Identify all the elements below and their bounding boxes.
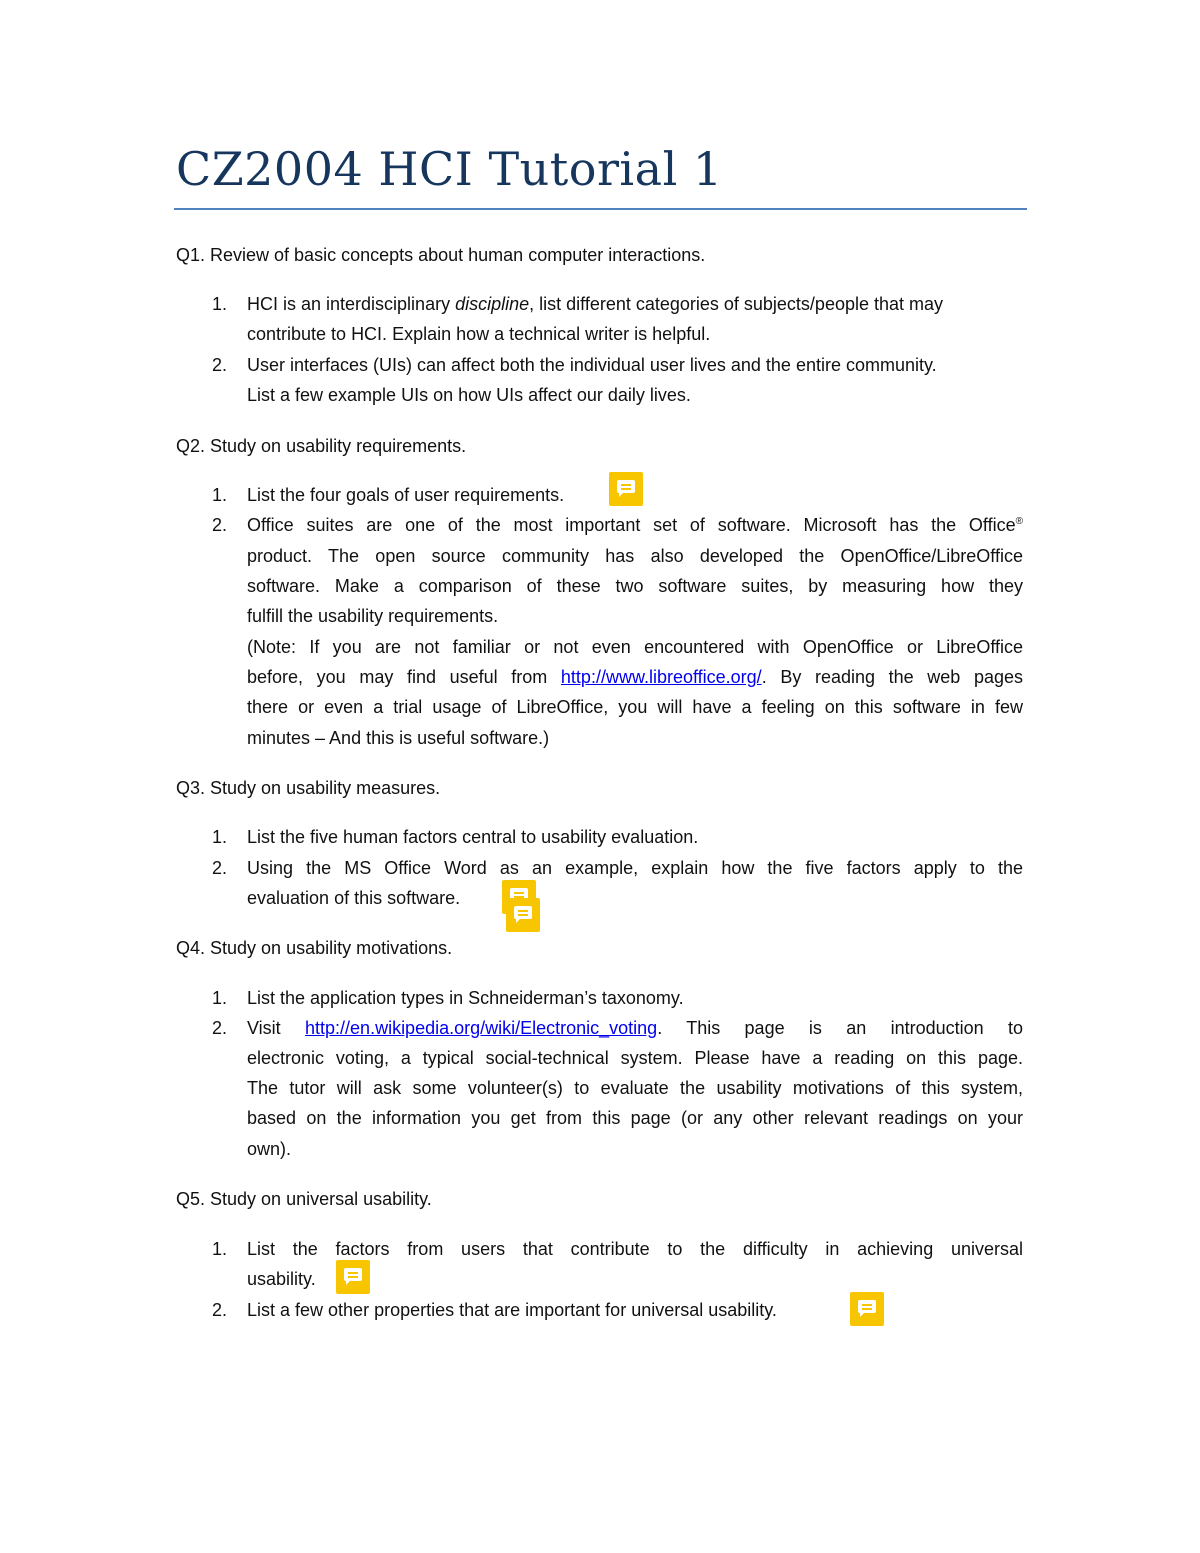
comment-icon[interactable]: [609, 472, 643, 506]
q4-item2-line4: based on the information you get from this page (or any other relevant readings on your: [247, 1108, 1023, 1128]
q4-item2-line2: electronic voting, a typical social-technical system. Please have a reading on this page.: [247, 1048, 1023, 1068]
comment-icon[interactable]: [850, 1292, 884, 1326]
q2-item2-line4: fulfill the usability requirements.: [247, 606, 499, 626]
q2-item2-line1: Office suites are one of the most important set of software. Microsoft has the Office®: [247, 515, 1023, 535]
comment-icon[interactable]: [336, 1260, 370, 1294]
q3-item1-number: 1.: [212, 827, 228, 847]
q3-heading: Q3. Study on usability measures.: [176, 778, 441, 798]
q1-item2-line1: User interfaces (UIs) can affect both the individual user lives and the entire community.: [247, 355, 937, 375]
q5-item2-line1: List a few other properties that are important for universal usability.: [247, 1300, 777, 1320]
q4-item2-line3: The tutor will ask some volunteer(s) to evaluate the usability motivations of this system,: [247, 1078, 1023, 1098]
q2-item2-line5: (Note: If you are not familiar or not even encountered with OpenOffice or LibreOffice: [247, 637, 1023, 657]
q3-item2-line2: evaluation of this software.: [247, 888, 461, 908]
q2-item2-line2: product. The open source community has also developed the OpenOffice/LibreOffice: [247, 546, 1023, 566]
q1-item1-number: 1.: [212, 294, 228, 314]
q5-item1-line1: List the factors from users that contribute to the difficulty in achieving universal: [247, 1239, 1023, 1259]
q3-item2-number: 2.: [212, 858, 228, 878]
q2-item2-line8: minutes – And this is useful software.): [247, 728, 550, 748]
q2-item1-line1: List the four goals of user requirements.: [247, 485, 565, 505]
q4-heading: Q4. Study on usability motivations.: [176, 938, 453, 958]
q5-heading: Q5. Study on universal usability.: [176, 1189, 432, 1209]
q4-item1-line1: List the application types in Schneiderman’s taxonomy.: [247, 988, 684, 1008]
comment-icon[interactable]: [506, 898, 540, 932]
q2-item2-line3: software. Make a comparison of these two software suites, by measuring how they: [247, 576, 1023, 596]
q2-item2-number: 2.: [212, 515, 228, 535]
q1-item1-line1: HCI is an interdisciplinary discipline, list different categories of subjects/people that may: [247, 294, 944, 314]
libreoffice-link[interactable]: http://www.libreoffice.org/: [560, 667, 762, 687]
title-rule: [174, 208, 1027, 210]
q3-item2-line1: Using the MS Office Word as an example, explain how the five factors apply to the: [247, 858, 1023, 878]
q5-item1-number: 1.: [212, 1239, 228, 1259]
q4-item1-number: 1.: [212, 988, 228, 1008]
q2-heading: Q2. Study on usability requirements.: [176, 436, 467, 456]
q2-item2-line6: before, you may find useful from http://www.libreoffice.org/. By reading the web pages: [247, 667, 1023, 687]
q4-item2-line1: Visit http://en.wikipedia.org/wiki/Electronic_voting. This page is an introduction to: [247, 1018, 1023, 1038]
q1-item2-number: 2.: [212, 355, 228, 375]
wikipedia-electronic-voting-link[interactable]: http://en.wikipedia.org/wiki/Electronic_voting: [305, 1018, 658, 1038]
q2-item2-line7: there or even a trial usage of LibreOffice, you will have a feeling on this software in few: [247, 697, 1023, 717]
q3-item1-line1: List the five human factors central to usability evaluation.: [247, 827, 699, 847]
q4-item2-number: 2.: [212, 1018, 228, 1038]
registered-mark: ®: [1015, 516, 1023, 527]
q1-item1-line2: contribute to HCI. Explain how a technical writer is helpful.: [247, 324, 711, 344]
q1-item2-line2: List a few example UIs on how UIs affect our daily lives.: [247, 385, 691, 405]
emphasis-discipline: discipline: [455, 294, 530, 314]
document-title: CZ2004 HCI Tutorial 1: [176, 142, 723, 196]
q4-item2-line5: own).: [247, 1139, 292, 1159]
q5-item1-line2: usability.: [247, 1269, 316, 1289]
q1-heading: Q1. Review of basic concepts about human computer interactions.: [176, 245, 706, 265]
q2-item1-number: 1.: [212, 485, 228, 505]
q5-item2-number: 2.: [212, 1300, 228, 1320]
